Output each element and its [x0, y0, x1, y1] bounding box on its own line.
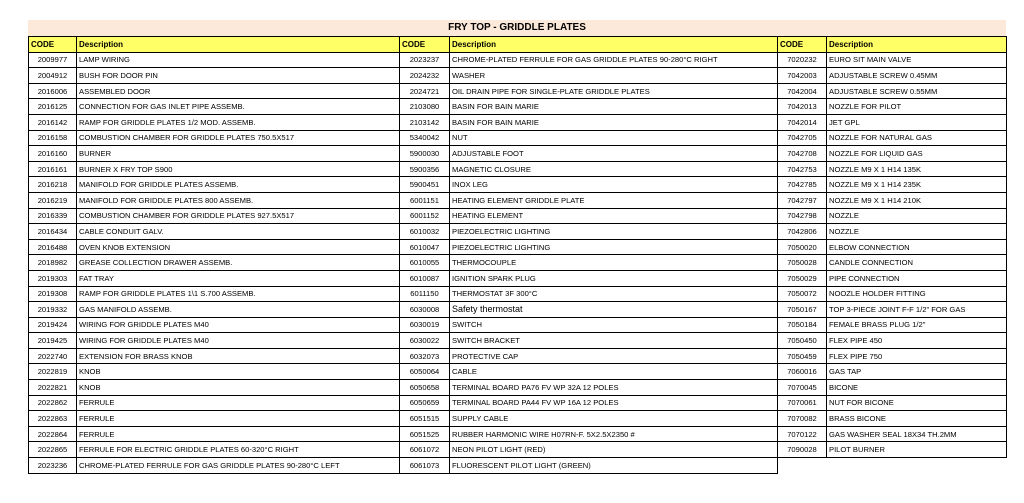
part-code: 7042013 — [778, 99, 827, 115]
part-description: EXTENSION FOR BRASS KNOB — [77, 348, 400, 364]
table-row — [29, 426, 1007, 442]
part-description: ELBOW CONNECTION — [827, 239, 1007, 255]
part-code: 7050184 — [778, 317, 827, 333]
part-code: 6051525 — [400, 426, 450, 442]
part-description: SUPPLY CABLE — [450, 411, 778, 427]
part-code: 7042753 — [778, 161, 827, 177]
part-description: CABLE — [450, 364, 778, 380]
part-description: LAMP WIRING — [77, 52, 400, 68]
description-header: Description — [450, 37, 778, 53]
part-code: 6011150 — [400, 286, 450, 302]
description-header: Description — [827, 37, 1007, 53]
part-description: SWITCH BRACKET — [450, 333, 778, 349]
part-description: FLUORESCENT PILOT LIGHT (GREEN) — [450, 458, 778, 474]
part-description: FERRULE FOR ELECTRIC GRIDDLE PLATES 60-320°C RIGHT — [77, 442, 400, 458]
part-code: 7042797 — [778, 192, 827, 208]
part-description: CHROME-PLATED FERRULE FOR GAS GRIDDLE PLATES 90-280°C RIGHT — [450, 52, 778, 68]
part-description: CABLE CONDUIT GALV. — [77, 224, 400, 240]
table-row — [29, 83, 1007, 99]
part-description: MAGNETIC CLOSURE — [450, 161, 778, 177]
part-code: 2022865 — [29, 442, 77, 458]
part-code: 6030019 — [400, 317, 450, 333]
part-code: 2023236 — [29, 458, 77, 474]
part-description: KNOB — [77, 364, 400, 380]
part-code: 7042705 — [778, 130, 827, 146]
part-code: 2016161 — [29, 161, 77, 177]
part-code: 6051515 — [400, 411, 450, 427]
part-code: 7090028 — [778, 442, 827, 458]
part-code: 7070082 — [778, 411, 827, 427]
part-code: 2022819 — [29, 364, 77, 380]
table-row — [29, 239, 1007, 255]
part-code: 6061072 — [400, 442, 450, 458]
part-code: 2009977 — [29, 52, 77, 68]
part-description: PILOT BURNER — [827, 442, 1007, 458]
part-code: 7042014 — [778, 114, 827, 130]
table-row — [29, 114, 1007, 130]
part-description: THERMOCOUPLE — [450, 255, 778, 271]
part-description: CANDLE CONNECTION — [827, 255, 1007, 271]
part-code: 7042798 — [778, 208, 827, 224]
part-description: PIEZOELECTRIC LIGHTING — [450, 239, 778, 255]
table-row — [29, 177, 1007, 193]
part-description: BASIN FOR BAIN MARIE — [450, 99, 778, 115]
part-code: 2019308 — [29, 286, 77, 302]
part-description: FLEX PIPE 450 — [827, 333, 1007, 349]
part-code: 2103142 — [400, 114, 450, 130]
part-description: NUT — [450, 130, 778, 146]
part-description: TERMINAL BOARD PA44 FV WP 16A 12 POLES — [450, 395, 778, 411]
part-code: 7050020 — [778, 239, 827, 255]
part-description: NOZZLE FOR NATURAL GAS — [827, 130, 1007, 146]
parts-rows — [29, 52, 1007, 473]
part-description: RAMP FOR GRIDDLE PLATES 1/2 MOD. ASSEMB. — [77, 114, 400, 130]
part-description: GAS TAP — [827, 364, 1007, 380]
part-description: KNOB — [77, 380, 400, 396]
part-description: BASIN FOR BAIN MARIE — [450, 114, 778, 130]
header-row — [29, 37, 1007, 53]
part-code: 2024232 — [400, 68, 450, 84]
part-code: 7020232 — [778, 52, 827, 68]
table-row — [29, 348, 1007, 364]
part-description: TOP 3-PIECE JOINT F-F 1/2" FOR GAS — [827, 302, 1007, 318]
part-description: FAT TRAY — [77, 270, 400, 286]
part-description: BICONE — [827, 380, 1007, 396]
table-row — [29, 224, 1007, 240]
part-description: EURO SIT MAIN VALVE — [827, 52, 1007, 68]
part-code: 7050029 — [778, 270, 827, 286]
part-code: 7042708 — [778, 146, 827, 162]
table-row — [29, 130, 1007, 146]
part-code: 2022740 — [29, 348, 77, 364]
table-row — [29, 68, 1007, 84]
part-code: 6001152 — [400, 208, 450, 224]
part-code: 2023237 — [400, 52, 450, 68]
part-code: 2016219 — [29, 192, 77, 208]
part-code: 2016160 — [29, 146, 77, 162]
part-description: HEATING ELEMENT GRIDDLE PLATE — [450, 192, 778, 208]
part-code: 2016006 — [29, 83, 77, 99]
part-code: 2022821 — [29, 380, 77, 396]
empty-cell — [778, 458, 827, 474]
part-code: 2019424 — [29, 317, 77, 333]
part-code: 2016125 — [29, 99, 77, 115]
part-description: PROTECTIVE CAP — [450, 348, 778, 364]
part-description: NOOZLE HOLDER FITTING — [827, 286, 1007, 302]
part-description: OIL DRAIN PIPE FOR SINGLE-PLATE GRIDDLE PLATES — [450, 83, 778, 99]
part-description: FLEX PIPE 750 — [827, 348, 1007, 364]
part-code: 6061073 — [400, 458, 450, 474]
table-row — [29, 333, 1007, 349]
code-header: CODE — [778, 37, 827, 53]
empty-cell — [827, 458, 1007, 474]
part-code: 6001151 — [400, 192, 450, 208]
table-row — [29, 208, 1007, 224]
table-row — [29, 302, 1007, 318]
part-description: FERRULE — [77, 426, 400, 442]
part-code: 7070045 — [778, 380, 827, 396]
part-code: 2022862 — [29, 395, 77, 411]
part-code: 6050658 — [400, 380, 450, 396]
table-row — [29, 395, 1007, 411]
part-description: FERRULE — [77, 395, 400, 411]
part-code: 2016218 — [29, 177, 77, 193]
part-description: GAS MANIFOLD ASSEMB. — [77, 302, 400, 318]
part-description: NOZZLE M9 X 1 H14 135K — [827, 161, 1007, 177]
part-description: MANIFOLD FOR GRIDDLE PLATES 800 ASSEMB. — [77, 192, 400, 208]
part-description: INOX LEG — [450, 177, 778, 193]
part-code: 2103080 — [400, 99, 450, 115]
table-row — [29, 286, 1007, 302]
part-description: PIPE CONNECTION — [827, 270, 1007, 286]
part-description: ADJUSTABLE FOOT — [450, 146, 778, 162]
part-code: 7050450 — [778, 333, 827, 349]
part-code: 7050028 — [778, 255, 827, 271]
table-row — [29, 255, 1007, 271]
part-description: NOZZLE FOR PILOT — [827, 99, 1007, 115]
part-description: CONNECTION FOR GAS INLET PIPE ASSEMB. — [77, 99, 400, 115]
part-code: 2004912 — [29, 68, 77, 84]
part-description: COMBUSTION CHAMBER FOR GRIDDLE PLATES 927.5X517 — [77, 208, 400, 224]
part-description: WIRING FOR GRIDDLE PLATES M40 — [77, 333, 400, 349]
part-code: 7060016 — [778, 364, 827, 380]
part-description: NOZZLE M9 X 1 H14 210K — [827, 192, 1007, 208]
part-code: 7042785 — [778, 177, 827, 193]
part-code: 7050167 — [778, 302, 827, 318]
part-code: 7042806 — [778, 224, 827, 240]
table-row — [29, 364, 1007, 380]
part-code: 6032073 — [400, 348, 450, 364]
table-row — [29, 192, 1007, 208]
part-description: GREASE COLLECTION DRAWER ASSEMB. — [77, 255, 400, 271]
part-description: PIEZOELECTRIC LIGHTING — [450, 224, 778, 240]
part-code: 2016488 — [29, 239, 77, 255]
table-row — [29, 270, 1007, 286]
code-header: CODE — [400, 37, 450, 53]
part-description: NUT FOR BICONE — [827, 395, 1007, 411]
part-code: 7050459 — [778, 348, 827, 364]
part-description: TERMINAL BOARD PA76 FV WP 32A 12 POLES — [450, 380, 778, 396]
part-code: 7070061 — [778, 395, 827, 411]
part-code: 2016158 — [29, 130, 77, 146]
part-description: RUBBER HARMONIC WIRE H07RN-F. 5X2.5X2350 # — [450, 426, 778, 442]
part-code: 2016434 — [29, 224, 77, 240]
part-code: 6010047 — [400, 239, 450, 255]
part-code: 7070122 — [778, 426, 827, 442]
table-row — [29, 442, 1007, 458]
table-row — [29, 458, 1007, 474]
part-description: SWITCH — [450, 317, 778, 333]
part-code: 6050659 — [400, 395, 450, 411]
part-description: NOZZLE FOR LIQUID GAS — [827, 146, 1007, 162]
part-description: NOZZLE M9 X 1 H14 235K — [827, 177, 1007, 193]
table-row — [29, 161, 1007, 177]
part-code: 2019303 — [29, 270, 77, 286]
part-description: CHROME-PLATED FERRULE FOR GAS GRIDDLE PLATES 90-280°C LEFT — [77, 458, 400, 474]
part-description: MANIFOLD FOR GRIDDLE PLATES ASSEMB. — [77, 177, 400, 193]
code-header: CODE — [29, 37, 77, 53]
part-description: COMBUSTION CHAMBER FOR GRIDDLE PLATES 750.5X517 — [77, 130, 400, 146]
part-description: FEMALE BRASS PLUG 1/2" — [827, 317, 1007, 333]
part-description: FERRULE — [77, 411, 400, 427]
part-description: BRASS BICONE — [827, 411, 1007, 427]
description-header: Description — [77, 37, 400, 53]
part-code: 6010055 — [400, 255, 450, 271]
part-code: 6030008 — [400, 302, 450, 318]
part-description: ADJUSTABLE SCREW 0.55MM — [827, 83, 1007, 99]
part-code: 2022864 — [29, 426, 77, 442]
part-code: 2016339 — [29, 208, 77, 224]
part-description: WASHER — [450, 68, 778, 84]
part-code: 7042004 — [778, 83, 827, 99]
sheet-title: FRY TOP - GRIDDLE PLATES — [28, 20, 1006, 36]
part-description: IGNITION SPARK PLUG — [450, 270, 778, 286]
part-code: 2019332 — [29, 302, 77, 318]
part-description: WIRING FOR GRIDDLE PLATES M40 — [77, 317, 400, 333]
part-description: JET GPL — [827, 114, 1007, 130]
table-row — [29, 99, 1007, 115]
part-description: HEATING ELEMENT — [450, 208, 778, 224]
part-code: 5900030 — [400, 146, 450, 162]
table-row — [29, 317, 1007, 333]
part-code: 6010032 — [400, 224, 450, 240]
part-description: BUSH FOR DOOR PIN — [77, 68, 400, 84]
part-code: 2022863 — [29, 411, 77, 427]
part-code: 2016142 — [29, 114, 77, 130]
part-code: 6030022 — [400, 333, 450, 349]
part-code: 7042003 — [778, 68, 827, 84]
part-description: NEON PILOT LIGHT (RED) — [450, 442, 778, 458]
parts-sheet — [28, 20, 1006, 474]
part-code: 6010087 — [400, 270, 450, 286]
table-row — [29, 411, 1007, 427]
part-description: BURNER — [77, 146, 400, 162]
table-row — [29, 380, 1007, 396]
part-description: ASSEMBLED DOOR — [77, 83, 400, 99]
parts-table — [28, 36, 1007, 474]
part-description: OVEN KNOB EXTENSION — [77, 239, 400, 255]
part-description: Safety thermostat — [450, 302, 778, 318]
part-description: NOZZLE — [827, 208, 1007, 224]
part-description: RAMP FOR GRIDDLE PLATES 1\1 S.700 ASSEMB. — [77, 286, 400, 302]
part-description: ADJUSTABLE SCREW 0.45MM — [827, 68, 1007, 84]
part-code: 5900451 — [400, 177, 450, 193]
part-code: 5340042 — [400, 130, 450, 146]
table-row — [29, 52, 1007, 68]
part-code: 2019425 — [29, 333, 77, 349]
part-code: 6050064 — [400, 364, 450, 380]
part-code: 7050072 — [778, 286, 827, 302]
part-code: 2018982 — [29, 255, 77, 271]
part-code: 5900356 — [400, 161, 450, 177]
part-code: 2024721 — [400, 83, 450, 99]
part-description: THERMOSTAT 3F 300°C — [450, 286, 778, 302]
table-row — [29, 146, 1007, 162]
part-description: NOZZLE — [827, 224, 1007, 240]
part-description: GAS WASHER SEAL 18X34 TH.2MM — [827, 426, 1007, 442]
part-description: BURNER X FRY TOP S900 — [77, 161, 400, 177]
